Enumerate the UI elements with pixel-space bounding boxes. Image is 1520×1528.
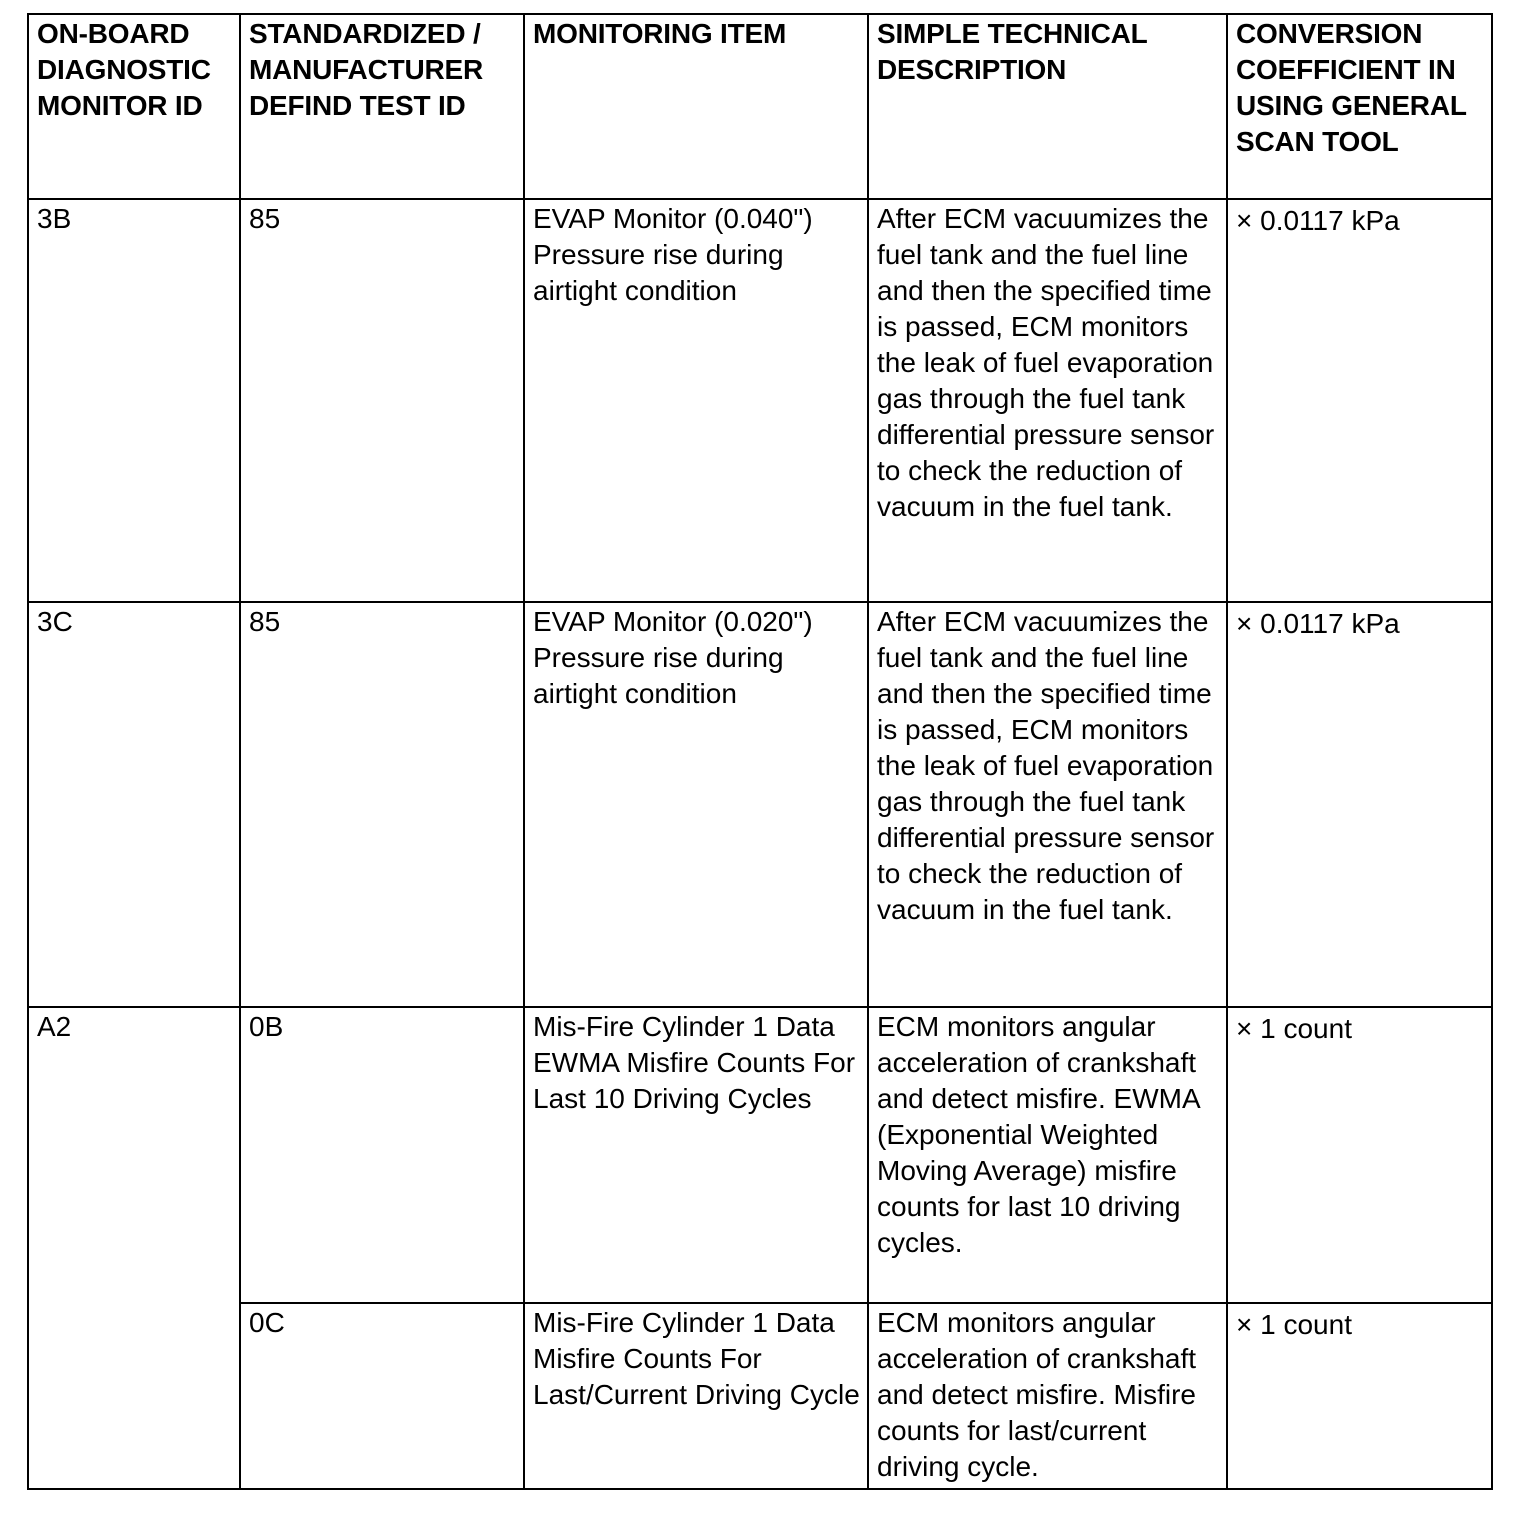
coefficient-value: × 1 count [1236, 1309, 1352, 1340]
test-id-cell: 85 [240, 199, 524, 602]
coefficient-cell [1227, 1007, 1492, 1303]
table-row [28, 1303, 1492, 1489]
monitor-id-cell: A2 [28, 1007, 240, 1489]
coefficient-cell [1227, 199, 1492, 602]
header-row [28, 14, 1492, 199]
coefficient-cell [1227, 602, 1492, 1007]
coefficient-value: × 1 count [1236, 1013, 1352, 1044]
header-monitor-id: ON-BOARD DIAGNOSTIC MONITOR ID [28, 14, 240, 199]
monitoring-item-cell: Mis-Fire Cylinder 1 Data EWMA Misfire Counts For Last 10 Driving Cycles [524, 1007, 868, 1303]
header-description: SIMPLE TECHNICAL DESCRIPTION [868, 14, 1227, 199]
diagnostic-monitor-table [27, 13, 1493, 1490]
test-id-cell: 0B [240, 1007, 524, 1303]
coefficient-value: × 0.0117 kPa [1236, 205, 1400, 236]
header-monitoring-item: MONITORING ITEM [524, 14, 868, 199]
coefficient-cell [1227, 1303, 1492, 1489]
description-cell: After ECM vacuumizes the fuel tank and the fuel line and then the specified time is passed, ECM monitors the leak of fuel evaporation gas through the fuel tank differential pressure sensor to check the reduction of vacuum in the fuel tank. [868, 199, 1227, 602]
monitoring-item-cell: EVAP Monitor (0.040") Pressure rise during airtight condition [524, 199, 868, 602]
description-cell: ECM monitors angular acceleration of crankshaft and detect misfire. EWMA (Exponential Weighted Moving Average) misfire counts for last 10 driving cycles. [868, 1007, 1227, 1303]
header-conversion-coefficient: CONVERSION COEFFICIENT IN USING GENERAL SCAN TOOL [1227, 14, 1492, 199]
test-id-cell: 85 [240, 602, 524, 1007]
coefficient-value: × 0.0117 kPa [1236, 608, 1400, 639]
monitor-id-cell: 3B [28, 199, 240, 602]
description-cell: ECM monitors angular acceleration of crankshaft and detect misfire. Misfire counts for last/current driving cycle. [868, 1303, 1227, 1489]
table-row [28, 1007, 1492, 1303]
description-cell: After ECM vacuumizes the fuel tank and the fuel line and then the specified time is passed, ECM monitors the leak of fuel evaporation gas through the fuel tank differential pressure sensor to check the reduction of vacuum in the fuel tank. [868, 602, 1227, 1007]
monitoring-item-cell: EVAP Monitor (0.020") Pressure rise during airtight condition [524, 602, 868, 1007]
monitor-id-cell: 3C [28, 602, 240, 1007]
test-id-cell: 0C [240, 1303, 524, 1489]
table-row [28, 602, 1492, 1007]
header-test-id: STANDARDIZED / MANUFACTURER DEFIND TEST ID [240, 14, 524, 199]
monitoring-item-cell: Mis-Fire Cylinder 1 Data Misfire Counts For Last/Current Driving Cycle [524, 1303, 868, 1489]
table-row [28, 199, 1492, 602]
